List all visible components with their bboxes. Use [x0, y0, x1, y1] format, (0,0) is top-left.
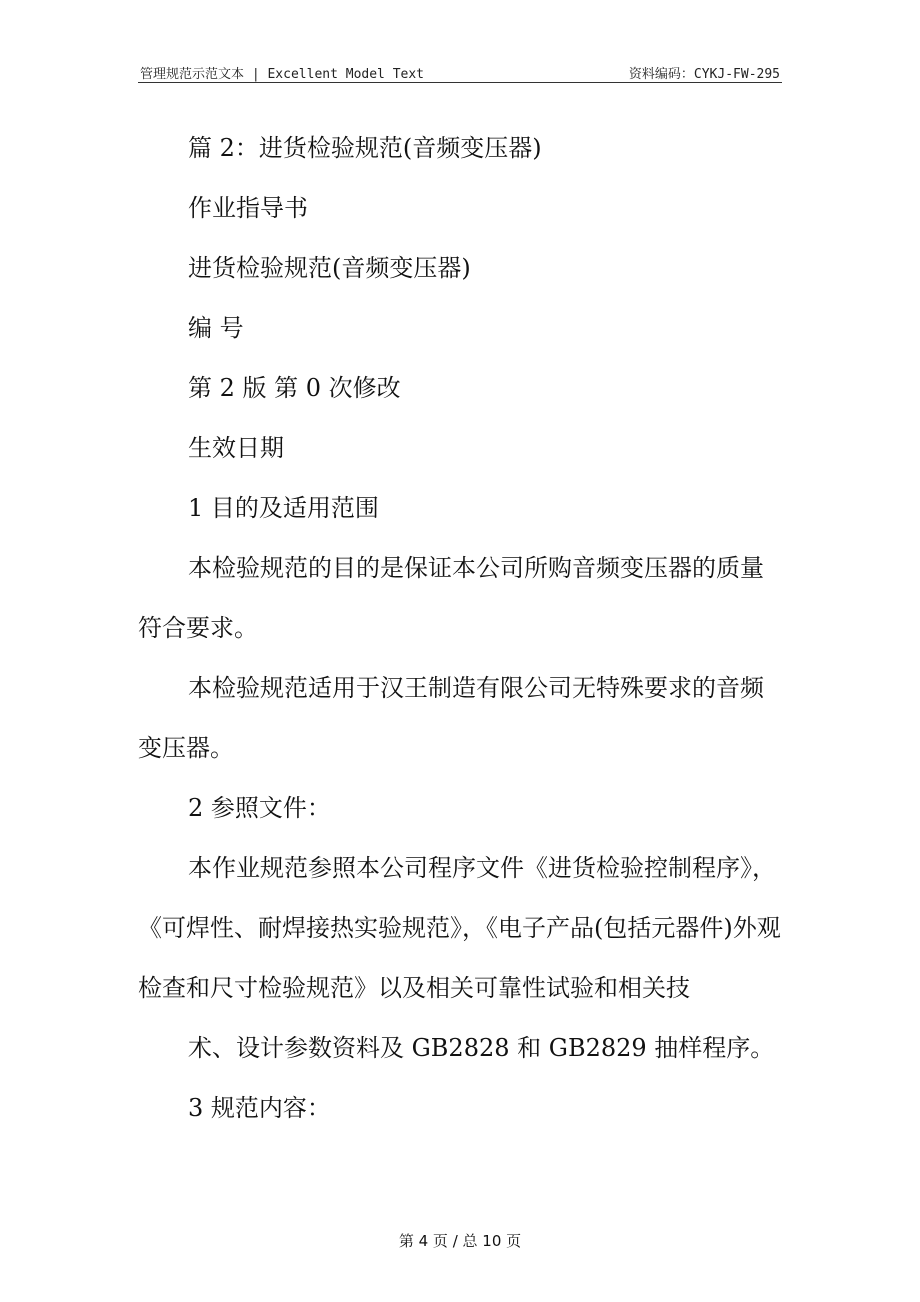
section-2-paragraph-1: 本作业规范参照本公司程序文件《进货检验控制程序》，《可焊性、耐焊接热实验规范》，《电子产品(包括元器件)外观检查和尺寸检验规范》以及相关可靠性试验和相关技 — [138, 854, 781, 1002]
version-line: 第 2 版 第 0 次修改 — [188, 374, 401, 402]
number-label: 编 号 — [188, 314, 244, 342]
chapter-title: 篇 2：进货检验规范(音频变压器) — [188, 134, 542, 162]
doc-title: 进货检验规范(音频变压器) — [188, 254, 471, 282]
section-1-paragraph-1: 本检验规范的目的是保证本公司所购音频变压器的质量符合要求。 — [138, 554, 764, 642]
page-header — [138, 56, 782, 83]
section-2-paragraph-2: 术、设计参数资料及 GB2828 和 GB2829 抽样程序。 — [188, 1034, 775, 1062]
doc-type: 作业指导书 — [188, 194, 308, 222]
section-2-heading: 2 参照文件： — [188, 794, 331, 822]
section-1-heading: 1 目的及适用范围 — [188, 494, 379, 522]
header-doc-code: 资料编码：CYKJ-FW-295 — [628, 67, 780, 82]
effective-date-label: 生效日期 — [188, 434, 284, 462]
header-doc-label: 管理规范示范文本 | Excellent Model Text — [140, 67, 425, 82]
section-1-paragraph-2: 本检验规范适用于汉王制造有限公司无特殊要求的音频变压器。 — [138, 674, 764, 762]
section-3-heading: 3 规范内容： — [188, 1094, 331, 1122]
page-indicator: 第 4 页 / 总 10 页 — [398, 1232, 522, 1250]
document-body — [138, 118, 782, 1138]
